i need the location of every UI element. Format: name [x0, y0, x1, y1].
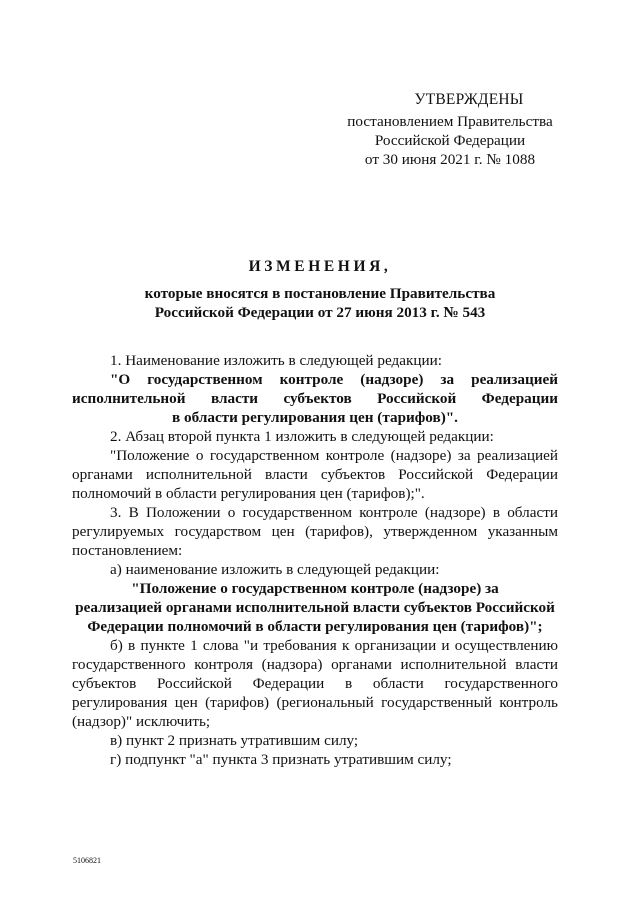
document-subtitle-line-1: которые вносятся в постановление Правительства	[144, 285, 496, 302]
approval-line-3: от 30 июня 2021 г. № 1088	[364, 151, 536, 168]
paragraph-2: 2. Абзац второй пункта 1 изложить в следующей редакции:	[110, 428, 494, 445]
approval-stamp	[330, 90, 570, 169]
paragraph-1-bold-line-3: в области регулирования цен (тарифов)".	[172, 409, 458, 426]
document-subtitle-line-2: Российской Федерации от 27 июня 2013 г. № 543	[154, 304, 486, 321]
paragraph-1-bold-line-2: исполнительной власти субъектов Российской Федерации	[72, 390, 558, 407]
document-body	[72, 351, 558, 769]
paragraph-3: 3. В Положении о государственном контроле (надзоре) в области регулируемых государством цен (тарифов), утвержденном указанным постановлением:	[72, 504, 558, 559]
document-title: ИЗМЕНЕНИЯ,	[248, 258, 392, 275]
paragraph-3a: а) наименование изложить в следующей редакции:	[110, 561, 440, 578]
paragraph-3g: г) подпункт "а" пункта 3 признать утратившим силу;	[110, 751, 452, 768]
paragraph-3a-bold-line-1: "Положение о государственном контроле (надзоре) за	[131, 580, 499, 597]
document-heading	[60, 257, 580, 322]
paragraph-1: 1. Наименование изложить в следующей редакции:	[110, 352, 442, 369]
approval-line-1: постановлением Правительства	[347, 113, 553, 130]
approved-label: УТВЕРЖДЕНЫ	[414, 91, 524, 108]
paragraph-3a-bold-line-2: реализацией органами исполнительной власти субъектов Российской	[75, 599, 555, 616]
paragraph-2-quote: "Положение о государственном контроле (надзоре) за реализацией органами исполнительной власти субъектов Российской Федерации полномочий в области регулирования цен (тарифов);".	[72, 447, 558, 502]
paragraph-3a-bold-line-3: Федерации полномочий в области регулирования цен (тарифов)";	[87, 618, 543, 635]
paragraph-3v: в) пункт 2 признать утратившим силу;	[110, 732, 359, 749]
paragraph-3b: б) в пункте 1 слова "и требования к организации и осуществлению государственного контроля (надзора) органами исполнительной власти субъектов Российской Федерации в области государственного регулирования цен (тарифов) (региональный государственный контроль (надзор)" исключить;	[72, 637, 558, 730]
approval-line-2: Российской Федерации	[374, 132, 526, 149]
document-code: 5106821	[73, 856, 101, 865]
paragraph-1-bold-line-1: "О государственном контроле (надзоре) за реализацией	[110, 371, 558, 388]
